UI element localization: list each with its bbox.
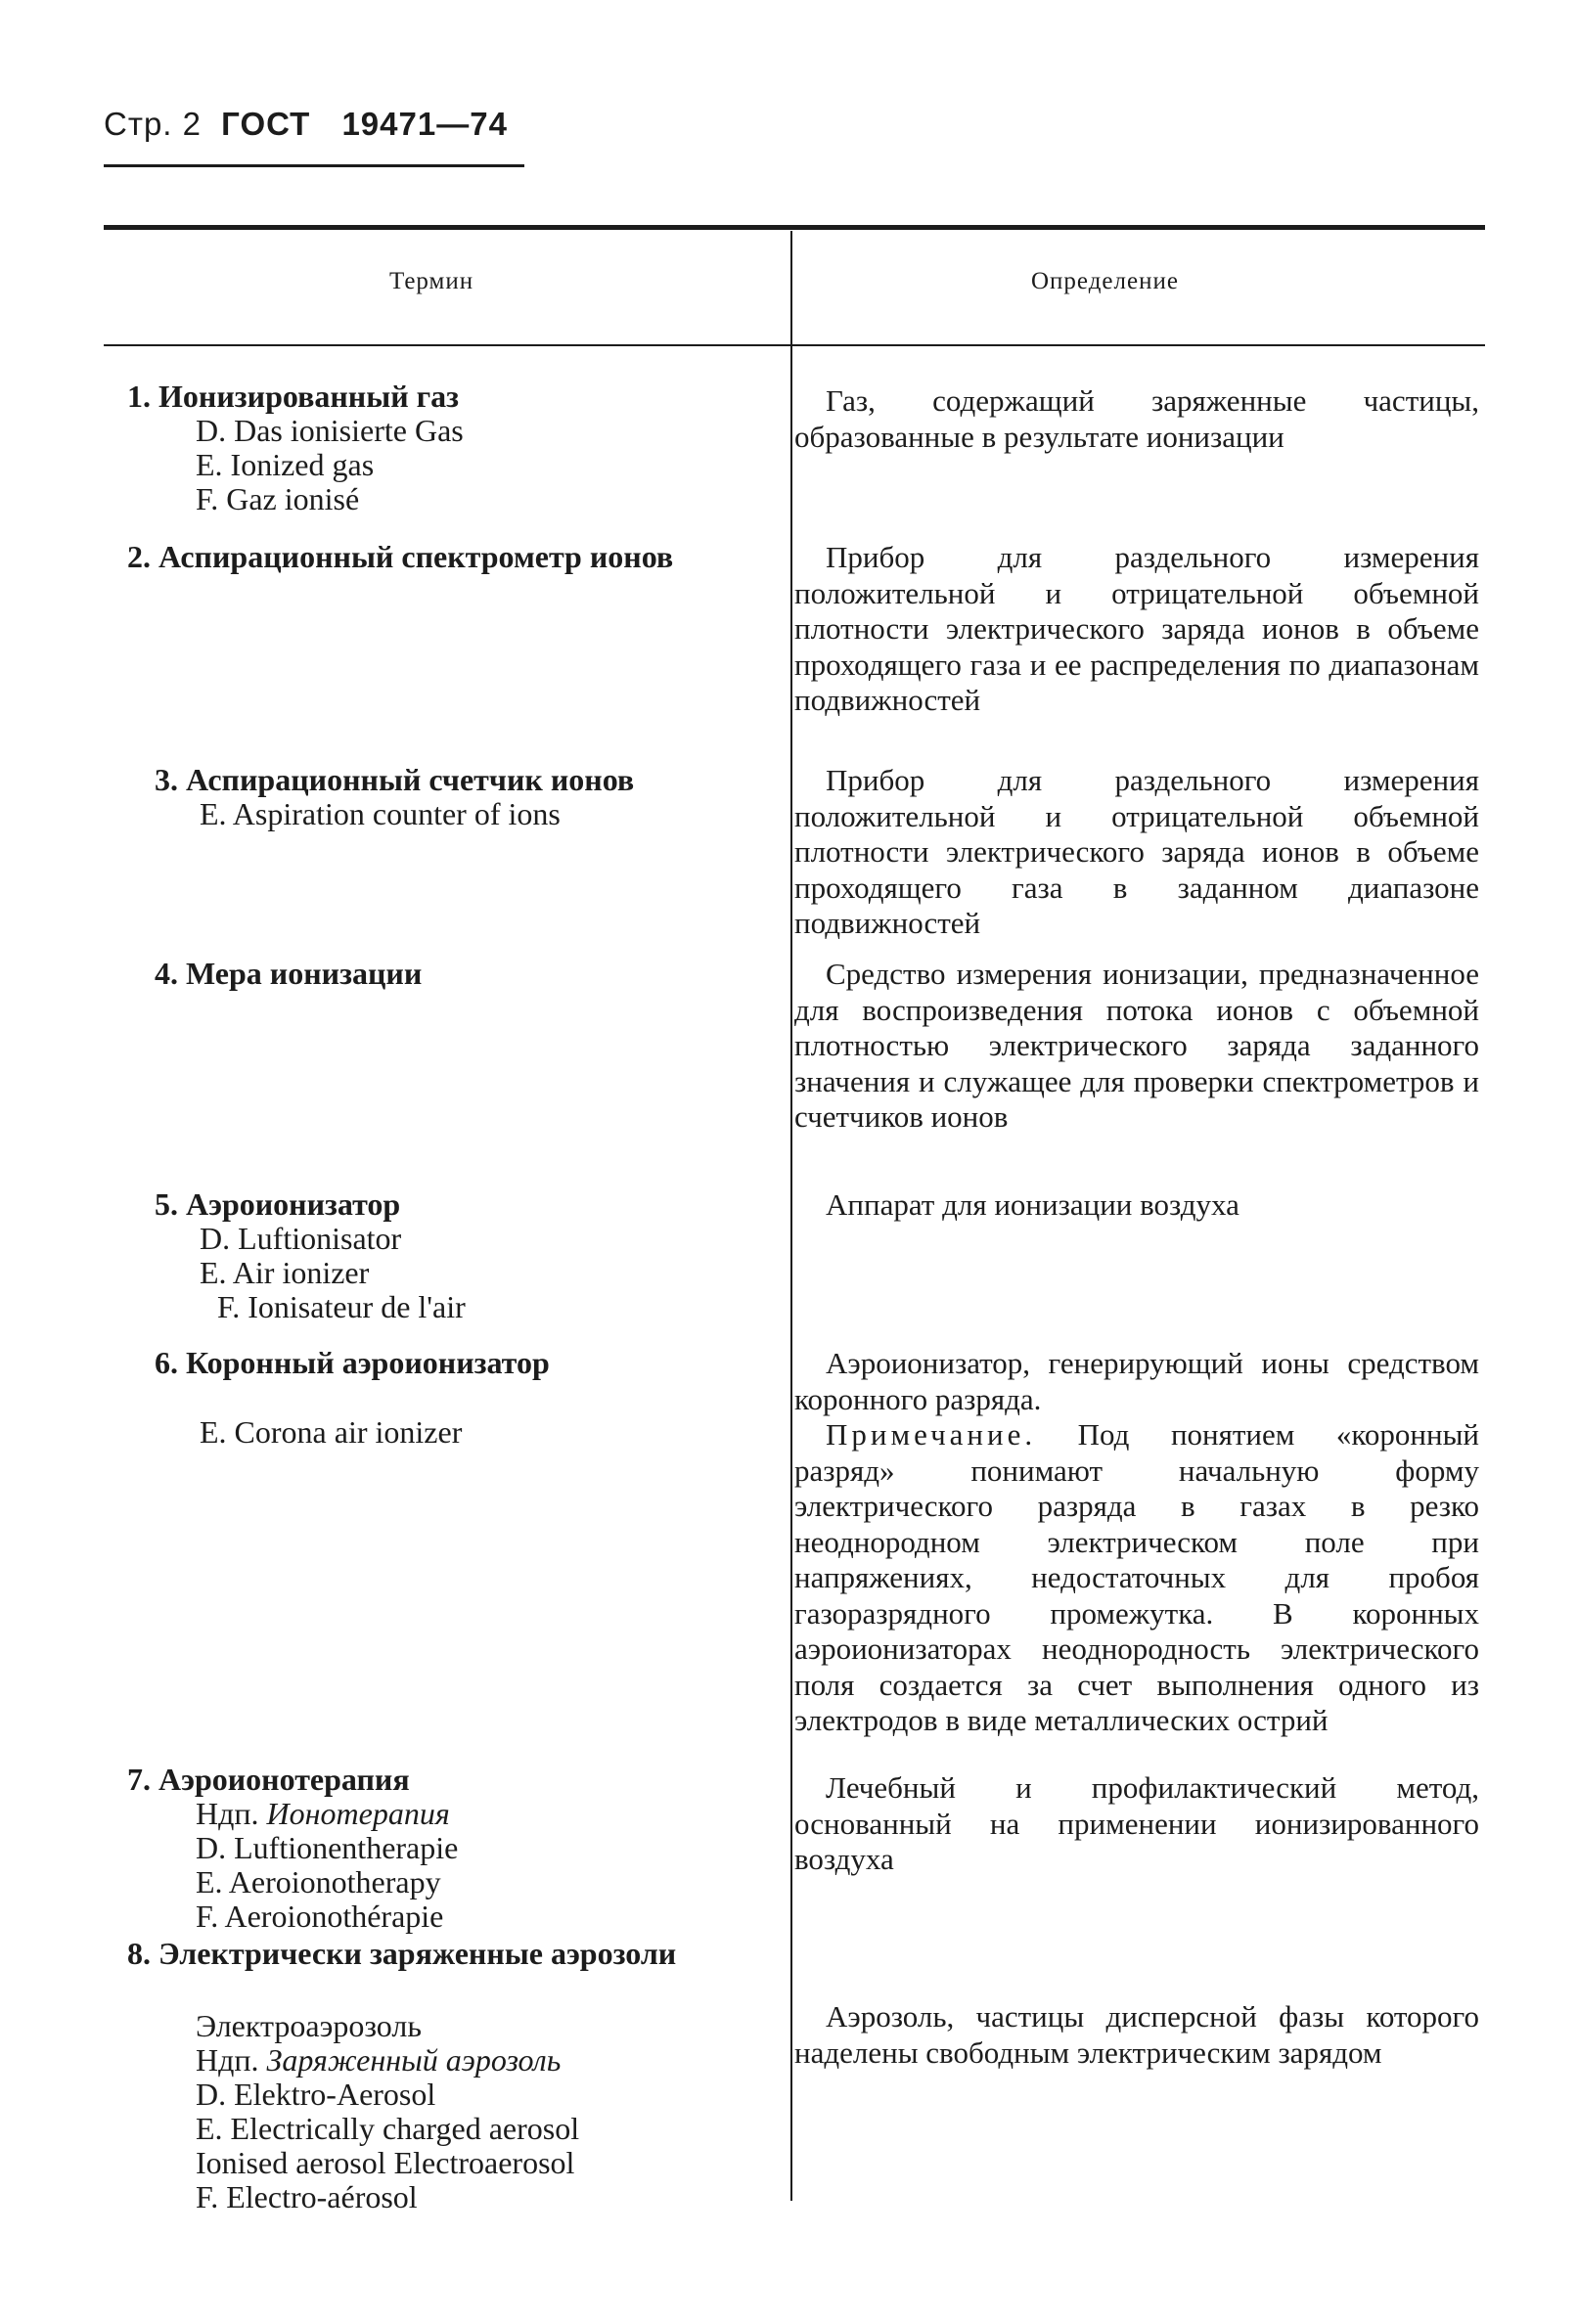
term-entry-3: [155, 763, 781, 831]
standard-number: 19471—74: [341, 106, 508, 142]
term-entry-5: [155, 1187, 781, 1324]
foreign-equivalent: F. Ionisateur de l'air: [217, 1289, 466, 1324]
term-entry-8: [127, 1937, 739, 1971]
nd-term: Заряженный аэрозоль: [266, 2042, 562, 2078]
table-top-rule: [104, 225, 1485, 230]
definition-2: Прибор для раздельного измерения положительной и отрицательной объемной плотности электрического заряда ионов в объеме проходящего газа и ее распределения по диапазонам подвижностей: [794, 540, 1479, 717]
definition-note: [794, 1417, 1479, 1739]
standard-label: ГОСТ: [221, 106, 311, 142]
foreign-equivalent: E. Aeroionotherapy: [196, 1864, 441, 1899]
foreign-equivalent: E. Electrically charged aerosol: [196, 2111, 580, 2146]
term-number: 1.: [127, 379, 151, 414]
header-underline: [104, 164, 524, 167]
table-header-rule: [104, 344, 1485, 346]
foreign-equivalent: E. Aspiration counter of ions: [200, 796, 561, 831]
term-name: Электрически заряженные аэрозоли: [158, 1936, 677, 1971]
foreign-equivalent: E. Ionized gas: [196, 447, 375, 482]
term-number: 8.: [127, 1936, 151, 1971]
term-number: 4.: [155, 956, 178, 991]
foreign-equivalent: D. Das ionisierte Gas: [196, 413, 464, 448]
nd-prefix: Ндп.: [196, 2042, 259, 2078]
term-number: 3.: [155, 762, 178, 797]
foreign-equivalent: D. Elektro-Aerosol: [196, 2077, 436, 2112]
term-name: Ионизированный газ: [158, 379, 460, 414]
term-entry-2: [127, 540, 739, 574]
foreign-equivalent: D. Luftionentherapie: [196, 1830, 459, 1865]
term-entry-1: [127, 380, 753, 516]
foreign-equivalent: F. Gaz ionisé: [196, 481, 360, 516]
term-entry-8-details: [127, 2009, 753, 2214]
term-number: 5.: [155, 1186, 178, 1222]
foreign-equivalent: F. Electro-aérosol: [196, 2179, 418, 2214]
foreign-equivalent: D. Luftionisator: [200, 1221, 402, 1256]
term-entry-7: [127, 1763, 753, 1934]
synonym-term: Электроаэрозоль: [196, 2008, 422, 2043]
page-header: [104, 106, 508, 143]
term-name: Аспирационный спектрометр ионов: [158, 539, 674, 574]
definition-5: Аппарат для ионизации воздуха: [826, 1187, 1239, 1222]
term-name: Мера ионизации: [186, 956, 423, 991]
definition-7: Лечебный и профилактический метод, основанный на применении ионизированного воздуха: [794, 1770, 1479, 1876]
term-entry-4: [155, 957, 781, 991]
foreign-equivalent: E. Corona air ionizer: [200, 1414, 463, 1450]
note-label: Примечание.: [826, 1417, 1037, 1452]
nd-term: Ионотерапия: [266, 1796, 450, 1831]
definition-3: Прибор для раздельного измерения положительной и отрицательной объемной плотности электрического заряда ионов в объеме проходящего газа в заданном диапазоне подвижностей: [794, 763, 1479, 940]
definition-text: Аэроионизатор, генерирующий ионы средством коронного разряда.: [794, 1346, 1479, 1416]
nonpreferred-term: [127, 1797, 753, 1831]
page-number: Стр. 2: [104, 106, 202, 142]
column-header-term: Термин: [389, 268, 474, 294]
term-entry-6: [155, 1346, 781, 1450]
definition-6: [794, 1346, 1479, 1739]
nonpreferred-term: [127, 2043, 753, 2078]
definition-4: Средство измерения ионизации, предназначенное для воспроизведения потока ионов с объемной плотностью электрического заряда заданного значения и служащее для проверки спектрометров и счетчиков ионов: [794, 957, 1479, 1134]
term-number: 2.: [127, 539, 151, 574]
note-text: Под понятием «коронный разряд» понимают начальную форму электрического разряда в газах в резко неоднородном электрическом поле при напряжениях, недостаточных для пробоя газоразрядного промежутка. В коронных аэроионизаторах неоднородность электрического поля создается за счет выполнения одного из электродов в виде металлических острий: [794, 1417, 1480, 1737]
term-number: 7.: [127, 1762, 151, 1797]
term-number: 6.: [155, 1345, 178, 1380]
term-name: Аэроионизатор: [186, 1186, 401, 1222]
foreign-equivalent: E. Air ionizer: [200, 1255, 370, 1290]
foreign-equivalent: F. Aeroionothérapie: [196, 1899, 444, 1934]
term-name: Аэроионотерапия: [158, 1762, 410, 1797]
foreign-equivalent: Ionised aerosol Electroaerosol: [196, 2145, 575, 2180]
term-name: Аспирационный счетчик ионов: [186, 762, 635, 797]
term-name: Коронный аэроионизатор: [186, 1345, 550, 1380]
nd-prefix: Ндп.: [196, 1796, 259, 1831]
definition-1: Газ, содержащий заряженные частицы, образованные в результате ионизации: [794, 383, 1479, 454]
definition-8: Аэрозоль, частицы дисперсной фазы которого наделены свободным электрическим зарядом: [794, 1999, 1479, 2070]
column-header-definition: Определение: [1031, 268, 1179, 294]
column-divider: [790, 231, 792, 2201]
